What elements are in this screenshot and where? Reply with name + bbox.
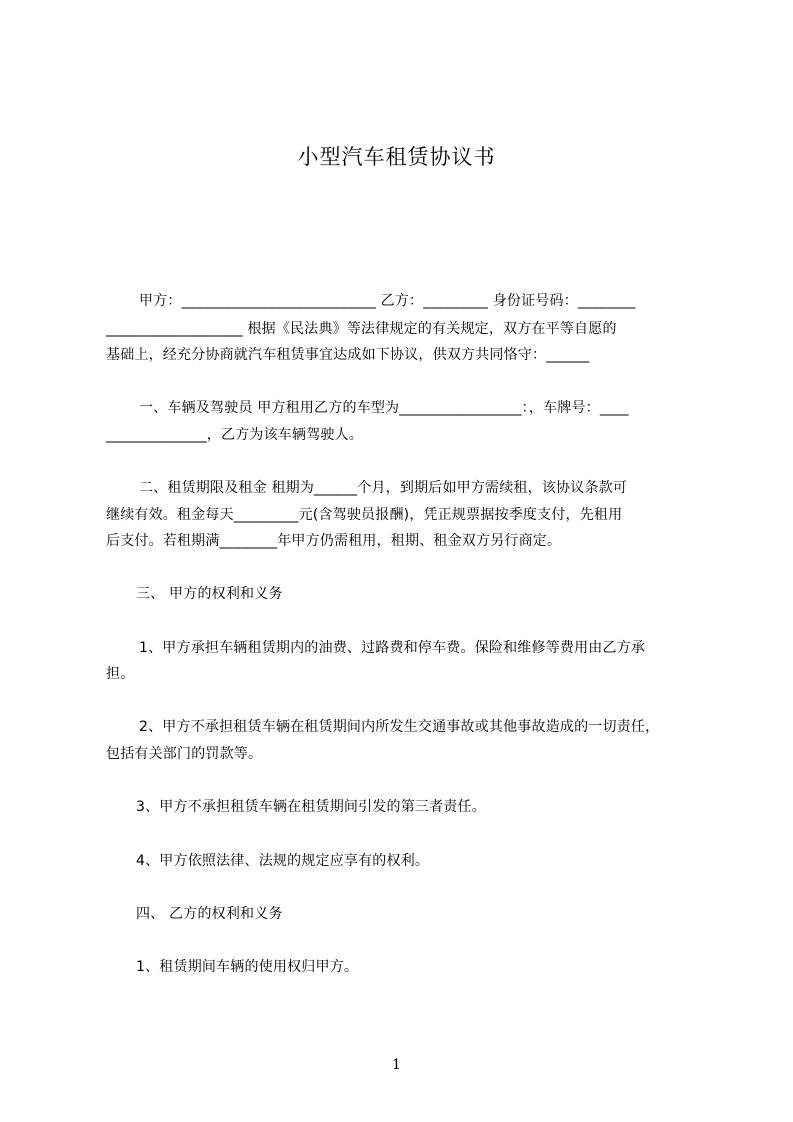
text-line: ___________________ 根据《民法典》等法律规定的有关规定，双方在平等自愿的 (106, 321, 617, 337)
text-line: 4、甲方依照法律、法规的规定应享有的权利。 (136, 853, 430, 869)
text-line: 3、甲方不承担租赁车辆在租赁期间引发的第三者责任。 (136, 799, 486, 815)
text-line: 担。 (106, 666, 135, 682)
section-heading: 四、 乙方的权利和义务 (136, 906, 283, 922)
document-title: 小型汽车租赁协议书 (297, 145, 496, 169)
text-line: 基础上，经充分协商就汽车租赁事宜达成如下协议，供双方共同恪守：______ (106, 347, 590, 363)
text-line: 包括有关部门的罚款等。 (106, 746, 263, 762)
text-line: 甲方：___________________________ 乙方：_________ 身份证号码：________ (139, 293, 636, 309)
page-number: 1 (392, 1057, 401, 1073)
text-line: 二、租赁期限及租金 租期为______个月，到期后如甲方需续租，该协议条款可 (139, 480, 628, 496)
text-line: 继续有效。租金每天_________元(含驾驶员报酬)，凭正规票据按季度支付，先租用 (106, 507, 623, 523)
text-line: ______________，乙方为该车辆驾驶人。 (106, 427, 363, 443)
text-line: 1、租赁期间车辆的使用权归甲方。 (136, 959, 359, 975)
text-line: 后支付。若租期满________年甲方仍需租用，租期、租金双方另行商定。 (106, 533, 562, 549)
text-line: 1、甲方承担车辆租赁期内的油费、过路费和停车费。保险和维修等费用由乙方承 (139, 640, 646, 656)
text-line: 一、车辆及驾驶员 甲方租用乙方的车型为_________________：，车牌号：____ (139, 400, 629, 416)
text-line: 2、甲方不承担租赁车辆在租赁期间内所发生交通事故或其他事故造成的一切责任， (139, 719, 660, 735)
section-heading: 三、 甲方的权利和义务 (136, 586, 283, 602)
